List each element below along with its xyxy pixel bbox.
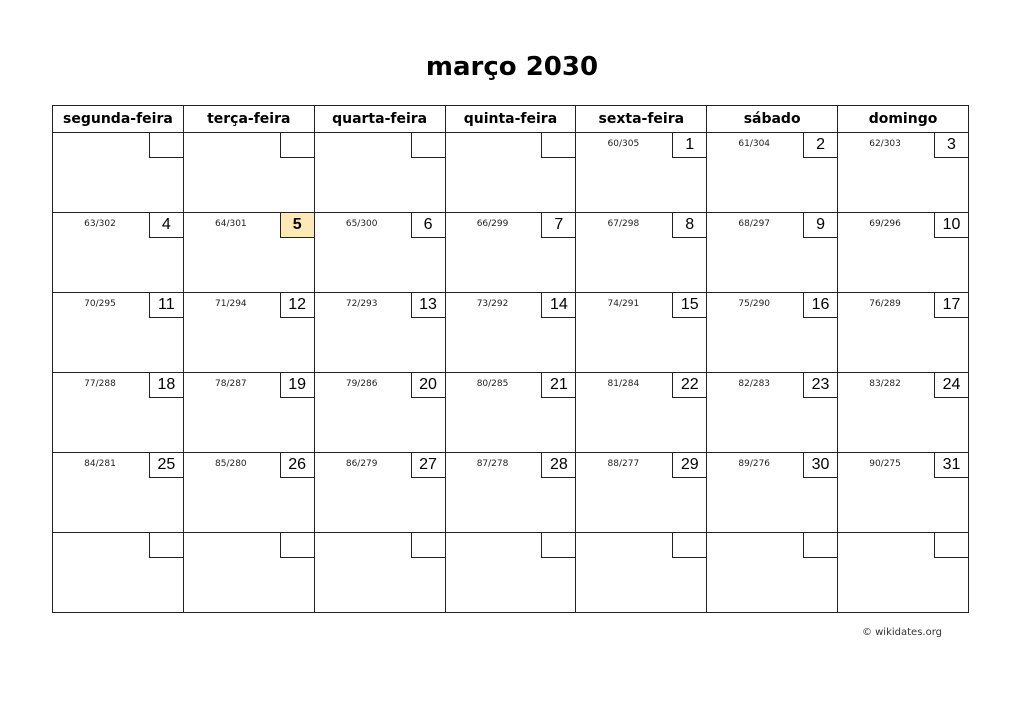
weekday-header-row bbox=[53, 106, 969, 133]
day-cell bbox=[314, 453, 445, 533]
day-cell bbox=[707, 133, 838, 213]
day-cell bbox=[838, 133, 969, 213]
day-cell bbox=[53, 293, 184, 373]
day-cell bbox=[53, 213, 184, 293]
day-number-box bbox=[149, 133, 183, 158]
day-of-year-label: 89/276 bbox=[738, 459, 771, 469]
day-of-year-label: 63/302 bbox=[84, 219, 116, 229]
empty-day-cell bbox=[53, 533, 184, 613]
day-number-box: 15 bbox=[672, 293, 706, 318]
day-number-box: 11 bbox=[149, 293, 183, 318]
empty-day-cell bbox=[707, 533, 838, 613]
day-of-year-label: 90/275 bbox=[869, 459, 901, 469]
day-cell bbox=[183, 373, 314, 453]
day-number-box bbox=[934, 533, 968, 558]
empty-day-cell bbox=[183, 133, 314, 213]
day-of-year-label: 66/299 bbox=[476, 219, 509, 229]
day-cell bbox=[707, 453, 838, 533]
day-of-year-label: 60/305 bbox=[607, 139, 640, 149]
day-number-box bbox=[411, 533, 445, 558]
day-cell bbox=[576, 213, 707, 293]
day-number-box: 5 bbox=[280, 213, 314, 238]
day-number-box: 10 bbox=[934, 213, 968, 238]
empty-day-cell bbox=[53, 133, 184, 213]
weekday-header: quarta-feira bbox=[314, 106, 445, 133]
day-number-box: 18 bbox=[149, 373, 183, 398]
day-number-box: 14 bbox=[541, 293, 575, 318]
day-cell bbox=[576, 453, 707, 533]
empty-day-cell bbox=[576, 533, 707, 613]
day-of-year-label: 79/286 bbox=[345, 379, 378, 389]
day-of-year-label: 76/289 bbox=[869, 299, 901, 309]
day-number-box: 27 bbox=[411, 453, 445, 478]
day-of-year-label: 78/287 bbox=[215, 379, 247, 389]
weekday-header: domingo bbox=[838, 106, 969, 133]
day-of-year-label: 73/292 bbox=[476, 299, 509, 309]
day-cell bbox=[183, 293, 314, 373]
day-number-box: 3 bbox=[934, 133, 968, 158]
day-cell bbox=[314, 373, 445, 453]
day-number-box: 12 bbox=[280, 293, 314, 318]
week-row bbox=[53, 293, 969, 373]
calendar-title: março 2030 bbox=[425, 52, 599, 82]
day-number-box: 8 bbox=[672, 213, 706, 238]
weekday-header: sábado bbox=[707, 106, 838, 133]
day-cell bbox=[838, 453, 969, 533]
day-of-year-label: 86/279 bbox=[345, 459, 378, 469]
day-of-year-label: 74/291 bbox=[607, 299, 640, 309]
day-number-box bbox=[149, 533, 183, 558]
day-number-box: 24 bbox=[934, 373, 968, 398]
weekday-header: segunda-feira bbox=[53, 106, 184, 133]
day-number-box: 16 bbox=[803, 293, 837, 318]
day-cell bbox=[445, 293, 576, 373]
day-of-year-label: 64/301 bbox=[215, 219, 247, 229]
day-number-box: 25 bbox=[149, 453, 183, 478]
day-number-box: 31 bbox=[934, 453, 968, 478]
day-cell bbox=[838, 213, 969, 293]
day-number-box: 2 bbox=[803, 133, 837, 158]
week-row bbox=[53, 533, 969, 613]
day-cell bbox=[314, 293, 445, 373]
day-of-year-label: 71/294 bbox=[215, 299, 247, 309]
day-of-year-label: 82/283 bbox=[738, 379, 771, 389]
day-of-year-label: 61/304 bbox=[738, 139, 771, 149]
weekday-header: quinta-feira bbox=[445, 106, 576, 133]
day-cell bbox=[445, 213, 576, 293]
day-number-box: 9 bbox=[803, 213, 837, 238]
day-of-year-label: 62/303 bbox=[869, 139, 901, 149]
week-row bbox=[53, 373, 969, 453]
day-cell bbox=[707, 213, 838, 293]
day-number-box: 28 bbox=[541, 453, 575, 478]
empty-day-cell bbox=[183, 533, 314, 613]
day-number-box: 21 bbox=[541, 373, 575, 398]
day-number-box bbox=[541, 533, 575, 558]
day-of-year-label: 81/284 bbox=[607, 379, 640, 389]
day-of-year-label: 77/288 bbox=[84, 379, 116, 389]
day-number-box: 23 bbox=[803, 373, 837, 398]
day-of-year-label: 70/295 bbox=[84, 299, 116, 309]
day-number-box: 19 bbox=[280, 373, 314, 398]
empty-day-cell bbox=[314, 533, 445, 613]
day-cell bbox=[53, 453, 184, 533]
day-cell bbox=[314, 213, 445, 293]
week-row bbox=[53, 453, 969, 533]
day-number-box: 26 bbox=[280, 453, 314, 478]
week-row bbox=[53, 133, 969, 213]
day-of-year-label: 80/285 bbox=[476, 379, 509, 389]
day-of-year-label: 88/277 bbox=[607, 459, 640, 469]
day-number-box: 6 bbox=[411, 213, 445, 238]
day-of-year-label: 68/297 bbox=[738, 219, 771, 229]
day-number-box bbox=[280, 133, 314, 158]
day-number-box: 30 bbox=[803, 453, 837, 478]
day-cell bbox=[183, 453, 314, 533]
day-number-box: 22 bbox=[672, 373, 706, 398]
empty-day-cell bbox=[445, 133, 576, 213]
empty-day-cell bbox=[445, 533, 576, 613]
day-of-year-label: 87/278 bbox=[476, 459, 509, 469]
day-of-year-label: 84/281 bbox=[84, 459, 116, 469]
day-cell bbox=[576, 373, 707, 453]
day-number-box bbox=[280, 533, 314, 558]
month-calendar-grid bbox=[52, 105, 969, 613]
day-number-box: 29 bbox=[672, 453, 706, 478]
day-cell bbox=[838, 293, 969, 373]
day-cell bbox=[53, 373, 184, 453]
day-cell bbox=[707, 373, 838, 453]
day-cell bbox=[183, 213, 314, 293]
day-number-box bbox=[541, 133, 575, 158]
day-cell bbox=[707, 293, 838, 373]
copyright-footer: © wikidates.org bbox=[861, 627, 942, 638]
empty-day-cell bbox=[838, 533, 969, 613]
day-number-box: 1 bbox=[672, 133, 706, 158]
day-of-year-label: 85/280 bbox=[215, 459, 247, 469]
day-of-year-label: 83/282 bbox=[869, 379, 901, 389]
day-cell bbox=[445, 453, 576, 533]
day-cell bbox=[838, 373, 969, 453]
week-row bbox=[53, 213, 969, 293]
day-cell bbox=[576, 293, 707, 373]
day-of-year-label: 65/300 bbox=[345, 219, 378, 229]
day-number-box bbox=[672, 533, 706, 558]
day-cell bbox=[445, 373, 576, 453]
day-number-box: 17 bbox=[934, 293, 968, 318]
day-cell bbox=[576, 133, 707, 213]
day-number-box bbox=[803, 533, 837, 558]
day-of-year-label: 72/293 bbox=[345, 299, 378, 309]
weekday-header: sexta-feira bbox=[576, 106, 707, 133]
day-of-year-label: 75/290 bbox=[738, 299, 771, 309]
day-number-box bbox=[411, 133, 445, 158]
empty-day-cell bbox=[314, 133, 445, 213]
day-number-box: 4 bbox=[149, 213, 183, 238]
weekday-header: terça-feira bbox=[183, 106, 314, 133]
day-of-year-label: 67/298 bbox=[607, 219, 640, 229]
day-number-box: 7 bbox=[541, 213, 575, 238]
day-number-box: 13 bbox=[411, 293, 445, 318]
day-of-year-label: 69/296 bbox=[869, 219, 901, 229]
day-number-box: 20 bbox=[411, 373, 445, 398]
